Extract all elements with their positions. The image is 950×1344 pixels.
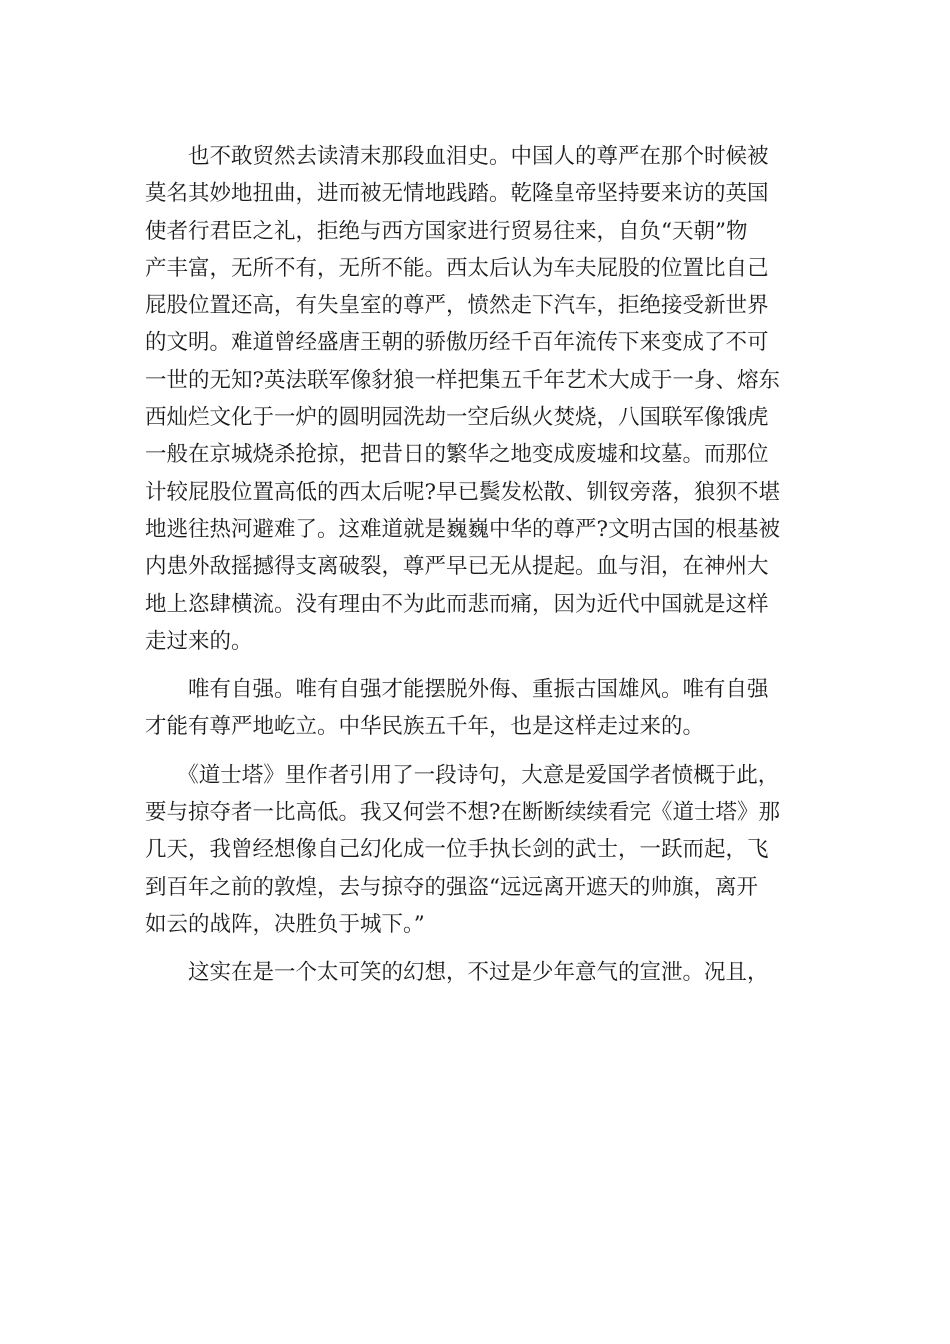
text-line: 屁股位置还高，有失皇室的尊严，愤然走下汽车，拒绝接受新世界: [145, 293, 769, 319]
text-line: 唯有自强。唯有自强才能摆脱外侮、重振古国雄风。唯有自强: [145, 677, 769, 703]
text-line: 使者行君臣之礼，拒绝与西方国家进行贸易往来，自负“天朝”物: [145, 218, 748, 244]
paragraph: [145, 138, 825, 660]
text-line: 地逃往热河避难了。这难道就是巍巍中华的尊严?文明古国的根基被: [145, 516, 781, 542]
text-line: 才能有尊严地屹立。中华民族五千年，也是这样走过来的。: [145, 714, 705, 740]
text-line: 这实在是一个太可笑的幻想，不过是少年意气的宣泄。况且，: [145, 960, 769, 986]
text-line: 内患外敌摇撼得支离破裂，尊严早已无从提起。血与泪，在神州大: [145, 554, 769, 580]
text-line: 计较屁股位置高低的西太后呢?早已鬓发松散、钏钗旁落，狼狈不堪: [145, 479, 781, 505]
text-line: 一世的无知?英法联军像豺狼一样把集五千年艺术大成于一身、熔东: [145, 367, 781, 393]
text-line: 到百年之前的敦煌，去与掠夺的强盗“远远离开遮天的帅旗，离开: [145, 874, 758, 900]
paragraph: [145, 671, 825, 746]
paragraph: [145, 757, 825, 943]
text-line: 西灿烂文化于一炉的圆明园洗劫一空后纵火焚烧，八国联军像饿虎: [145, 405, 769, 431]
paragraph: [145, 954, 825, 991]
text-line: 产丰富，无所不有，无所不能。西太后认为车夫屁股的位置比自己: [145, 255, 769, 281]
text-line: 走过来的。: [145, 628, 253, 654]
text-line: 一般在京城烧杀抢掠，把昔日的繁华之地变成废墟和坟墓。而那位: [145, 442, 769, 468]
text-line: 莫名其妙地扭曲，进而被无情地践踏。乾隆皇帝坚持要来访的英国: [145, 181, 769, 207]
text-line: 几天，我曾经想像自己幻化成一位手执长剑的武士，一跃而起，飞: [145, 837, 769, 863]
text-line: 要与掠夺者一比高低。我又何尝不想?在断断续续看完《道士塔》那: [145, 800, 781, 826]
text-line: 地上恣肆横流。没有理由不为此而悲而痛，因为近代中国就是这样: [145, 591, 769, 617]
text-line: 如云的战阵，决胜负于城下。”: [145, 911, 425, 937]
text-line: 的文明。难道曾经盛唐王朝的骄傲历经千百年流传下来变成了不可: [145, 330, 769, 356]
document-body: [145, 138, 825, 992]
text-line: 也不敢贸然去读清末那段血泪史。中国人的尊严在那个时候被: [145, 144, 769, 169]
text-line: 《道士塔》里作者引用了一段诗句，大意是爱国学者愤概于此，: [145, 762, 780, 788]
